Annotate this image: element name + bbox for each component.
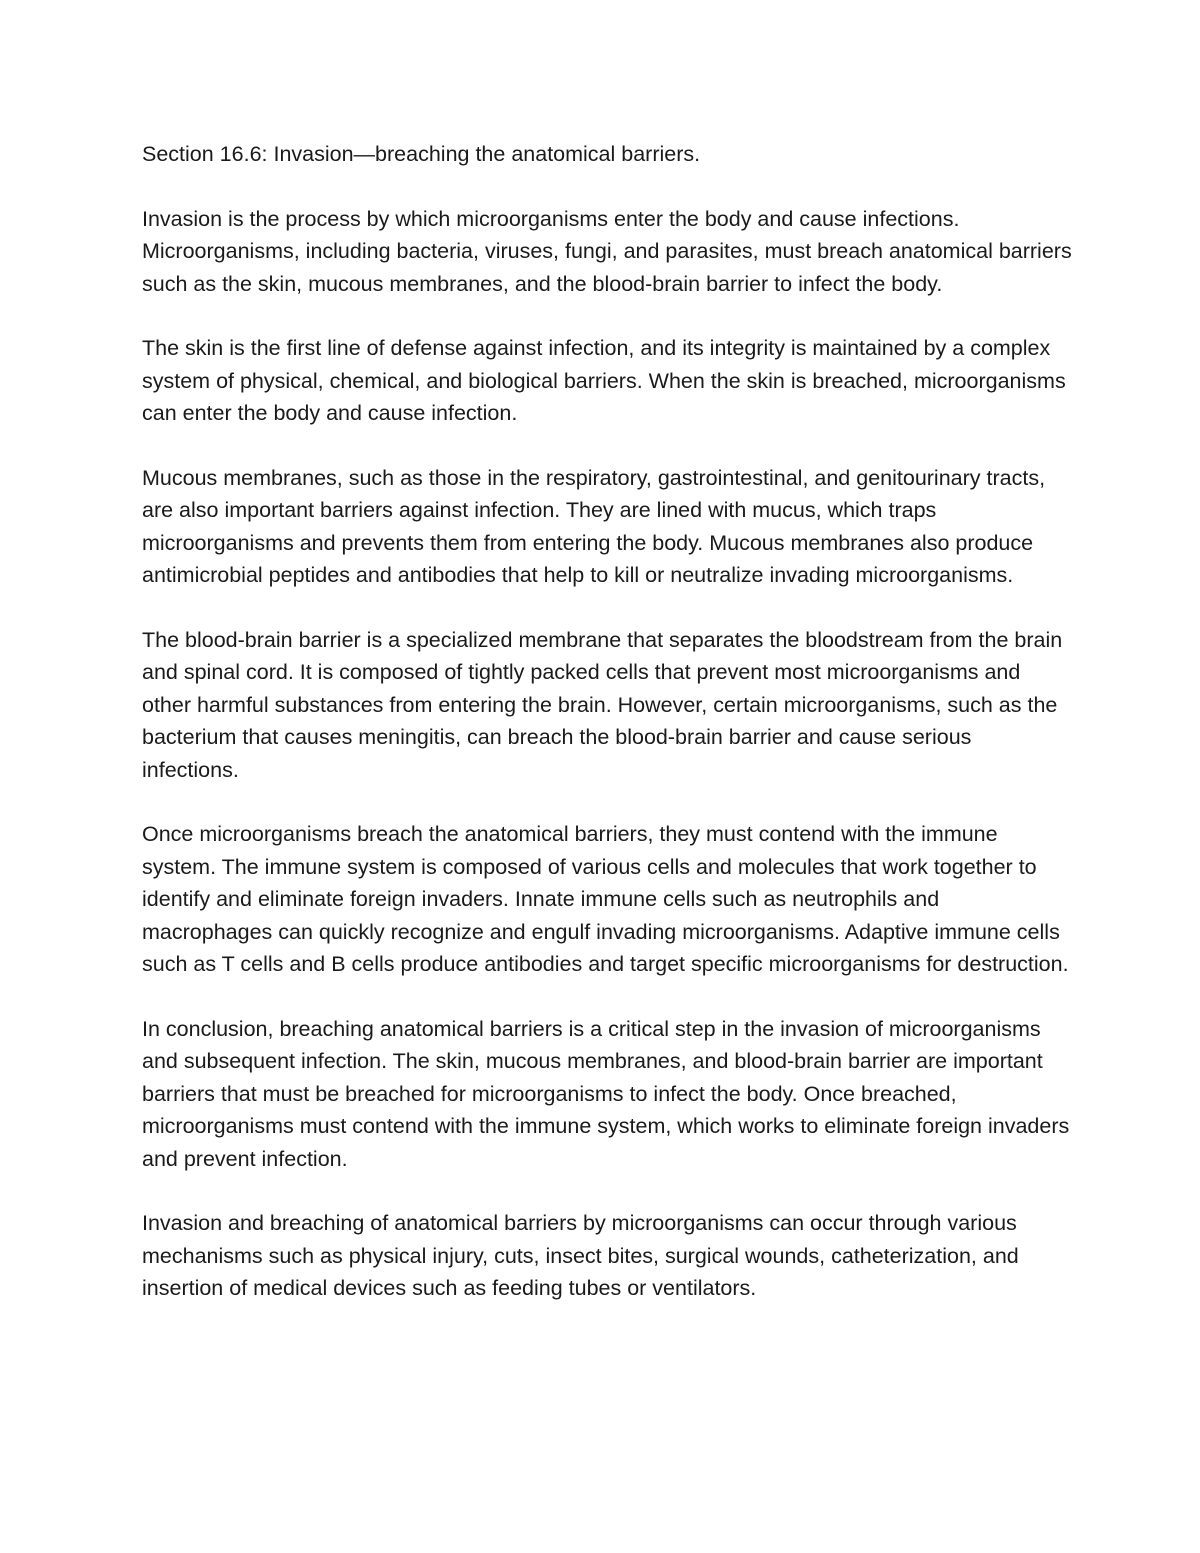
document-body — [142, 138, 1072, 1305]
paragraph-mucous-membranes: Mucous membranes, such as those in the respiratory, gastrointestinal, and genitourinary tracts, are also important barriers against infection. They are lined with mucus, which traps microorganisms and prevents them from entering the body. Mucous membranes also produce antimicrobial peptides and antibodies that help to kill or neutralize invading microorganisms. — [142, 466, 1046, 588]
paragraph-mechanisms: Invasion and breaching of anatomical barriers by microorganisms can occur through various mechanisms such as physical injury, cuts, insect bites, surgical wounds, catheterization, and insertion of medical devices such as feeding tubes or ventilators. — [142, 1211, 1019, 1301]
paragraph-conclusion: In conclusion, breaching anatomical barriers is a critical step in the invasion of microorganisms and subsequent infection. The skin, mucous membranes, and blood-brain barrier are important barriers that must be breached for microorganisms to infect the body. Once breached, microorganisms must contend with the immune system, which works to eliminate foreign invaders and prevent infection. — [142, 1016, 1070, 1171]
paragraph-immune-system: Once microorganisms breach the anatomical barriers, they must contend with the immune system. The immune system is composed of various cells and molecules that work together to identify and eliminate foreign invaders. Innate immune cells such as neutrophils and macrophages can quickly recognize and engulf invading microorganisms. Adaptive immune cells such as T cells and B cells produce antibodies and target specific microorganisms for destruction. — [142, 822, 1069, 977]
paragraph-invasion-definition: Invasion is the process by which microorganisms enter the body and cause infections. Microorganisms, including bacteria, viruses, fungi, and parasites, must breach anatomical barriers such as the skin, mucous membranes, and the blood-brain barrier to infect the body. — [142, 206, 1072, 296]
section-heading: Section 16.6: Invasion—breaching the anatomical barriers. — [142, 142, 701, 166]
paragraph-skin-barrier: The skin is the first line of defense against infection, and its integrity is maintained by a complex system of physical, chemical, and biological barriers. When the skin is breached, microorganisms can enter the body and cause infection. — [142, 336, 1066, 426]
paragraph-blood-brain-barrier: The blood-brain barrier is a specialized membrane that separates the bloodstream from the brain and spinal cord. It is composed of tightly packed cells that prevent most microorganisms and other harmful substances from entering the brain. However, certain microorganisms, such as the bacterium that causes meningitis, can breach the blood-brain barrier and cause serious infections. — [142, 628, 1063, 782]
